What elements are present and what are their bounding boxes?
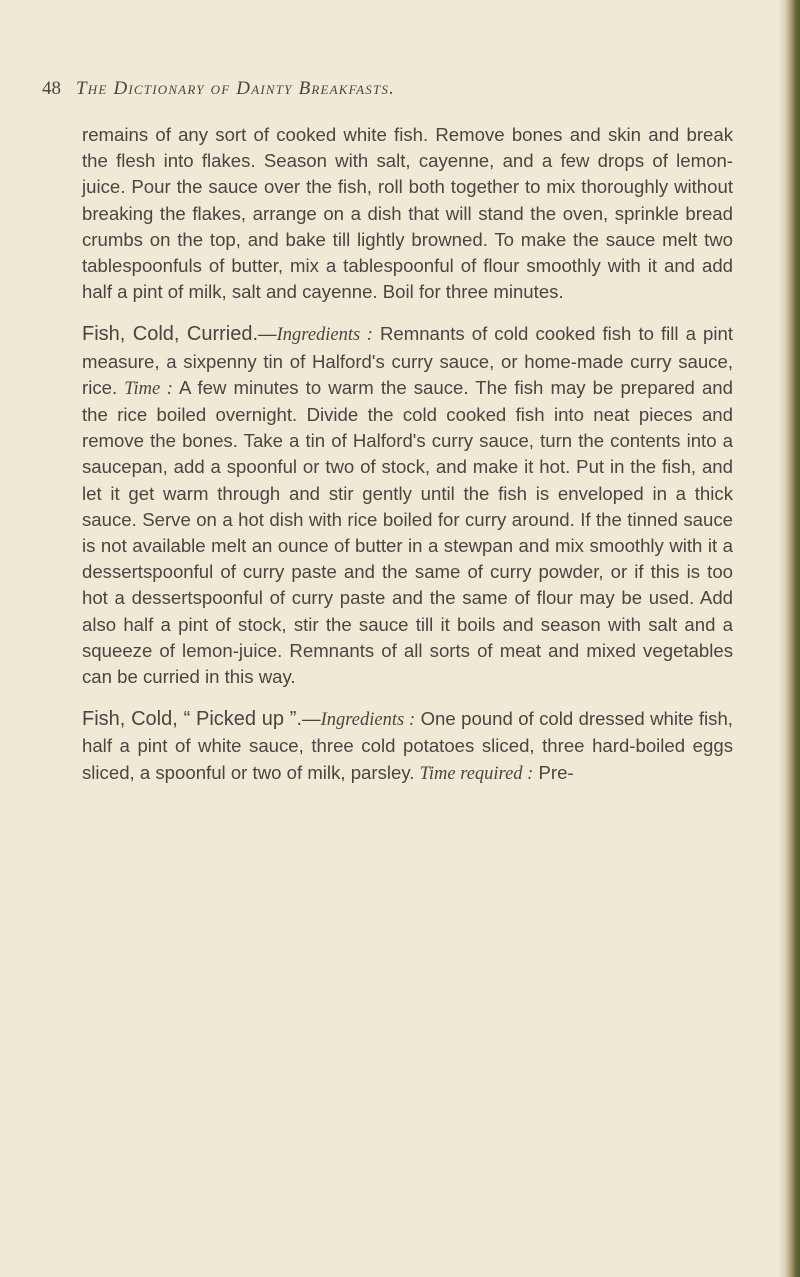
running-title: The Dictionary of Dainty Breakfasts. xyxy=(76,78,396,99)
entry-fish-cold-curried xyxy=(82,321,733,690)
entry-body: Pre- xyxy=(533,761,574,783)
ingredients-text: Remnants of cold cooked fish to fill a pint measure, a sixpenny tin of Halford's curry sauce, or home-made curry sauce, rice. xyxy=(82,323,733,398)
time-label: Time : xyxy=(124,378,173,399)
entry-heading: Fish, Cold, Curried. xyxy=(82,323,259,346)
entry-fish-cold-picked-up xyxy=(82,706,733,787)
entry-body: A few minutes to warm the sauce. The fish may be prepared and the rice boiled overnight. Divide the cold cooked fish into neat pieces and remove the bones. Take a tin of Halford's curry sauce, turn the contents into a saucepan, add a spoonful or two of stock, and make it hot. Put in the fish, and let it get warm through and stir gently until the fish is enveloped in a thick sauce. Serve on a hot dish with rice boiled for curry around. If the tinned sauce is not available melt an ounce of butter in a stewpan and mix smoothly with it a dessertspoonful of curry paste and the same of curry powder, or if this is too hot a dessertspoonful of curry paste and the same of flour may be used. Add also half a pint of stock, stir the sauce till it boils and season with salt and a squeeze of lemon-juice. Remnants of all sorts of meat and mixed vegetables can be curried in this way. xyxy=(82,376,733,688)
page-edge-shadow xyxy=(778,0,800,1277)
ingredients-label: Ingredients : xyxy=(276,325,373,346)
time-label: Time required : xyxy=(419,763,534,784)
continuation-paragraph: remains of any sort of cooked white fish. Remove bones and skin and break the flesh into flakes. Season with salt, cayenne, and a few drops of lemon-juice. Pour the sauce over the fish, roll both together to mix thoroughly without breaking the flakes, arrange on a dish that will stand the oven, sprinkle bread crumbs on the top, and bake till lightly browned. To make the sauce melt two tablespoonfuls of butter, mix a tablespoonful of flour smoothly with it and add half a pint of milk, salt and cayenne. Boil for three minutes. xyxy=(82,124,733,303)
ingredients-label: Ingredients : xyxy=(320,710,416,731)
entry-heading: Fish, Cold, “ Picked up ”. xyxy=(82,708,303,731)
page-number: 48 xyxy=(42,78,61,99)
page-body xyxy=(82,122,733,787)
ingredients-text: One pound of cold dressed white fish, half a pint of white sauce, three cold potatoes sliced, three hard-boiled eggs sliced, a spoonful or two of milk, parsley. xyxy=(82,708,733,783)
heading-dash: — xyxy=(258,323,277,345)
heading-dash: — xyxy=(302,708,321,730)
page-header xyxy=(42,78,722,108)
